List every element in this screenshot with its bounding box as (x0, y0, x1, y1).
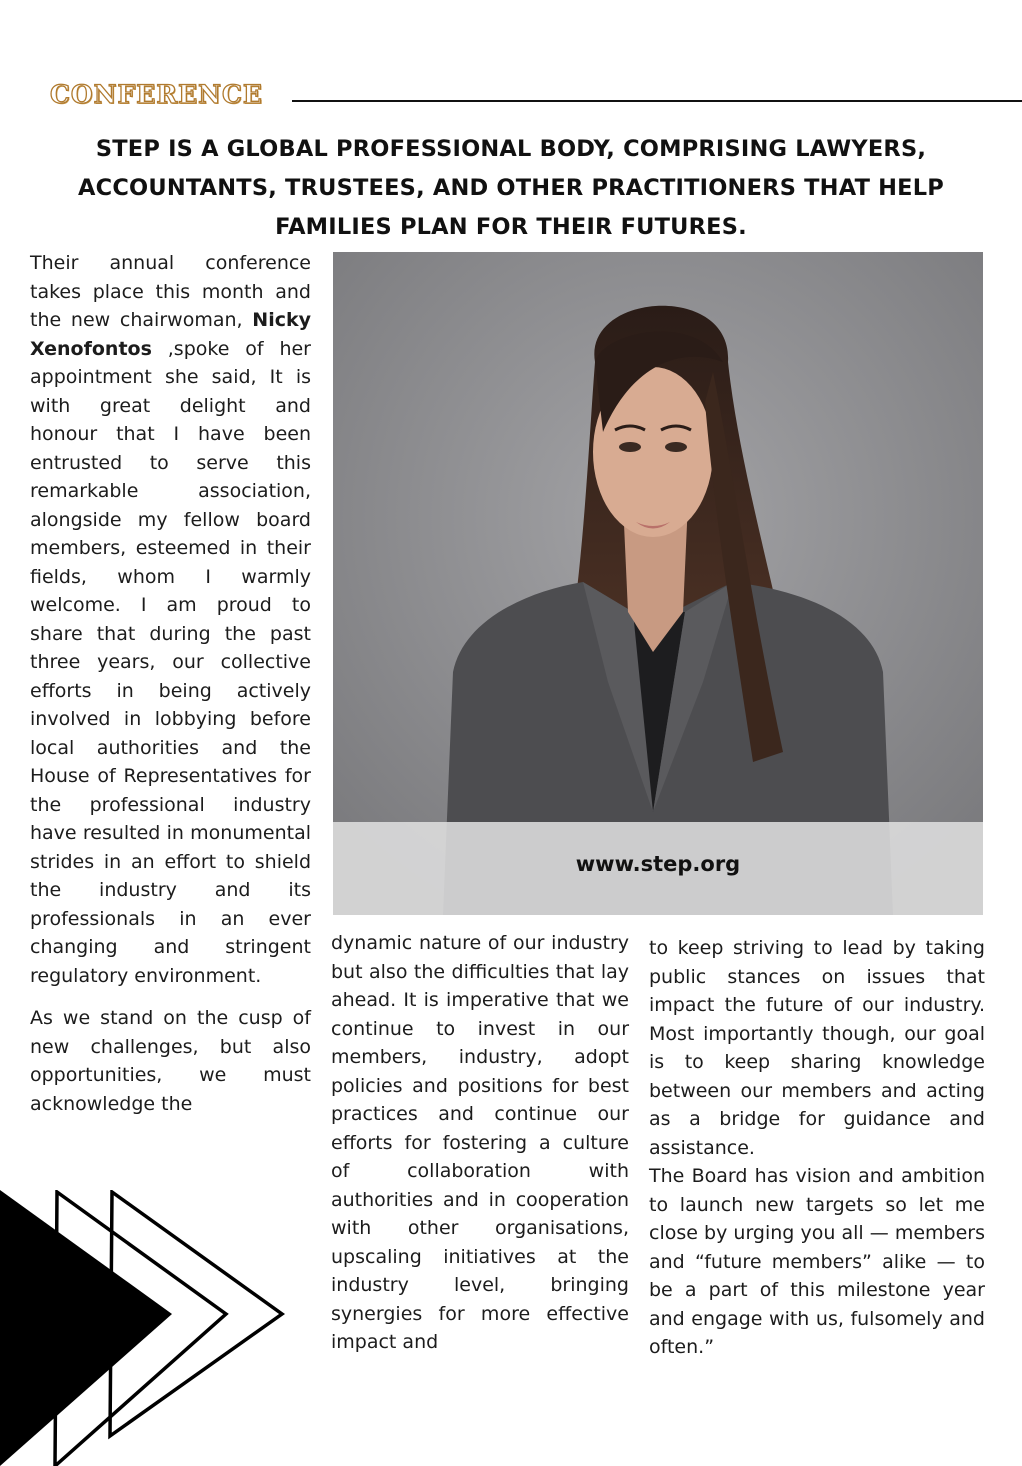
triangle-shape (0, 1190, 172, 1466)
chairwoman-name: Nicky Xenofontos (30, 309, 311, 360)
decorative-arrows (0, 1190, 300, 1466)
article-paragraph-1 (30, 249, 311, 990)
portrait-illustration (333, 252, 983, 915)
article-column-2 (331, 929, 629, 1357)
article-column-1 (30, 249, 311, 1118)
header-rule (292, 100, 1022, 102)
section-label: CONFERENCE (50, 80, 263, 109)
photo-caption-url[interactable]: www.step.org (575, 852, 741, 876)
paragraph-text: Their annual conference takes place this month and the new chairwoman, (30, 252, 311, 331)
portrait-photo (333, 252, 983, 915)
article-paragraph-2: As we stand on the cusp of new challenges, but also opportunities, we must acknowledge the (30, 1007, 311, 1115)
article-paragraph-5: The Board has vision and ambition to launch new targets so let me close by urging you all — members and “future members” alike — to be a part of this milestone year and engage with us, fulsomely and often.” (649, 1165, 985, 1358)
article-column-3 (649, 934, 985, 1362)
article-paragraph-3: dynamic nature of our industry but also the difficulties that lay ahead. It is imperative that we continue to invest in our members, industry, adopt policies and positions for best practices and continue our efforts for fostering a culture of collaboration with authorities and in cooperation with other organisations, upscaling initiatives at the industry level, bringing synergies for more effective impact and (331, 932, 629, 1353)
paragraph-text: ,spoke of her appointment she said, It is with great delight and honour that I have been entrusted to serve this remarkable association, alongside my fellow board members, esteemed in their fields, whom I warmly welcome. I am proud to share that during the past three years, our collective efforts in being actively involved in lobbying before local authorities and the House of Representatives for the professional industry have resulted in monumental strides in an effort to shield the industry and its professionals in an ever changing and stringent regulatory environment. (30, 337, 311, 987)
article-paragraph-4: to keep striving to lead by taking public stances on issues that impact the future of our industry. Most importantly though, our goal is to keep sharing knowledge between our members and acting as a bridge for guidance and assistance. (649, 937, 985, 1159)
headline: STEP IS A GLOBAL PROFESSIONAL BODY, COMPRISING LAWYERS, ACCOUNTANTS, TRUSTEES, AND OTHER PRACTITIONERS THAT HELP FAMILIES PLAN FOR THEIR FUTURES. (78, 136, 944, 240)
